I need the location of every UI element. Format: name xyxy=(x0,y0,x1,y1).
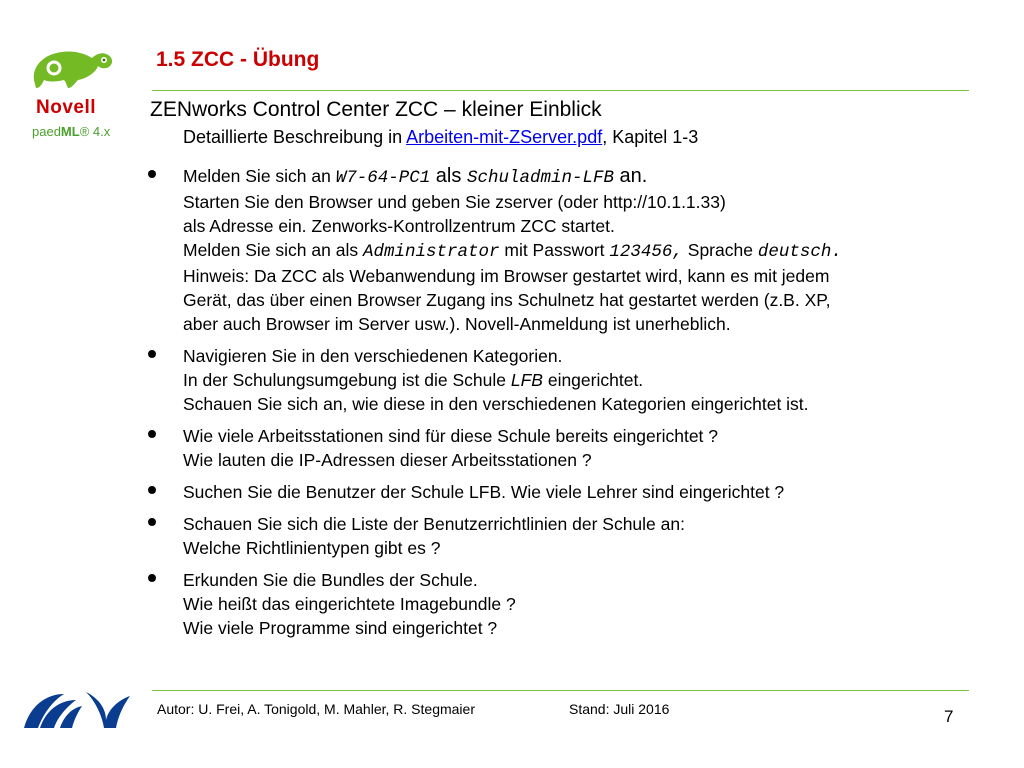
bullet-dot xyxy=(148,486,156,494)
text-segment: Melden Sie sich an xyxy=(183,166,336,186)
bullet-line xyxy=(183,238,978,264)
bullet-dot xyxy=(148,430,156,438)
novell-logo: Novell xyxy=(36,97,97,118)
suse-chameleon-icon xyxy=(26,44,116,92)
text-segment: an. xyxy=(613,165,648,187)
bullet-line: Suchen Sie die Benutzer der Schule LFB. Wie viele Lehrer sind eingerichtet ? xyxy=(183,482,785,502)
bullet-dot xyxy=(148,518,156,526)
text-segment: Sprache xyxy=(682,240,758,260)
bullet-dot xyxy=(148,350,156,358)
section-heading: ZENworks Control Center ZCC – kleiner Einblick xyxy=(150,98,602,121)
login-name: Schuladmin-LFB xyxy=(466,168,614,188)
bullet-line xyxy=(183,368,978,392)
admin-user: Administrator xyxy=(362,242,500,262)
paedml-logo xyxy=(32,124,110,139)
bullet-line: Wie lauten die IP-Adressen dieser Arbeitsstationen ? xyxy=(183,450,592,470)
text-segment: als xyxy=(430,165,467,187)
page-number: 7 xyxy=(944,707,954,726)
bullet-line: Wie viele Arbeitsstationen sind für diese Schule bereits eingerichtet ? xyxy=(183,426,719,446)
list-item xyxy=(148,344,978,416)
bullet-line: Starten Sie den Browser und geben Sie zserver (oder http://10.1.1.33) xyxy=(183,192,726,212)
bullet-line: Wie viele Programme sind eingerichtet ? xyxy=(183,618,498,638)
text-segment: eingerichtet. xyxy=(542,370,644,390)
sub-heading xyxy=(183,127,698,148)
text-segment: Melden Sie sich an als xyxy=(183,240,363,260)
paedml-part-a: paed xyxy=(32,124,61,139)
list-item xyxy=(148,164,978,336)
bullet-list xyxy=(148,164,978,648)
top-divider xyxy=(152,90,969,91)
paedml-part-c: ® 4.x xyxy=(79,124,111,139)
password: 123456, xyxy=(609,242,683,262)
sub-heading-suffix: , Kapitel 1-3 xyxy=(602,127,699,147)
footer-author: Autor: U. Frei, A. Tonigold, M. Mahler, R. Stegmaier xyxy=(157,701,475,717)
lfb-logo-icon xyxy=(20,688,134,732)
text-segment: mit Passwort xyxy=(499,240,610,260)
bullet-dot xyxy=(148,574,156,582)
bullet-line: als Adresse ein. Zenworks-Kontrollzentrum ZCC startet. xyxy=(183,216,615,236)
bullet-line: Navigieren Sie in den verschiedenen Kategorien. xyxy=(183,346,563,366)
bottom-divider xyxy=(152,690,969,691)
sub-heading-prefix: Detaillierte Beschreibung in xyxy=(183,127,407,147)
bullet-line: aber auch Browser im Server usw.). Novell-Anmeldung ist unerheblich. xyxy=(183,314,731,334)
bullet-line: Gerät, das über einen Browser Zugang ins Schulnetz hat gestartet werden (z.B. XP, xyxy=(183,290,831,310)
bullet-line: Schauen Sie sich an, wie diese in den verschiedenen Kategorien eingerichtet ist. xyxy=(183,394,809,414)
footer-date: Stand: Juli 2016 xyxy=(569,701,670,717)
bullet-line: Erkunden Sie die Bundles der Schule. xyxy=(183,570,478,590)
list-item xyxy=(148,424,978,472)
pc-name: W7-64-PC1 xyxy=(335,168,431,188)
bullet-line: Welche Richtlinientypen gibt es ? xyxy=(183,538,441,558)
list-item xyxy=(148,568,978,640)
bullet-line: Hinweis: Da ZCC als Webanwendung im Browser gestartet wird, kann es mit jedem xyxy=(183,266,830,286)
language: deutsch. xyxy=(757,242,842,262)
bullet-dot xyxy=(148,170,156,178)
school-name: LFB xyxy=(510,370,543,390)
list-item xyxy=(148,480,978,504)
list-item xyxy=(148,512,978,560)
bullet-line: Wie heißt das eingerichtete Imagebundle ? xyxy=(183,594,516,614)
bullet-line xyxy=(183,164,978,190)
slide-title: 1.5 ZCC - Übung xyxy=(156,48,320,71)
bullet-line: Schauen Sie sich die Liste der Benutzerrichtlinien der Schule an: xyxy=(183,514,685,534)
paedml-part-b: ML xyxy=(60,124,80,139)
pdf-link[interactable]: Arbeiten-mit-ZServer.pdf xyxy=(406,127,603,147)
text-segment: In der Schulungsumgebung ist die Schule xyxy=(183,370,511,390)
